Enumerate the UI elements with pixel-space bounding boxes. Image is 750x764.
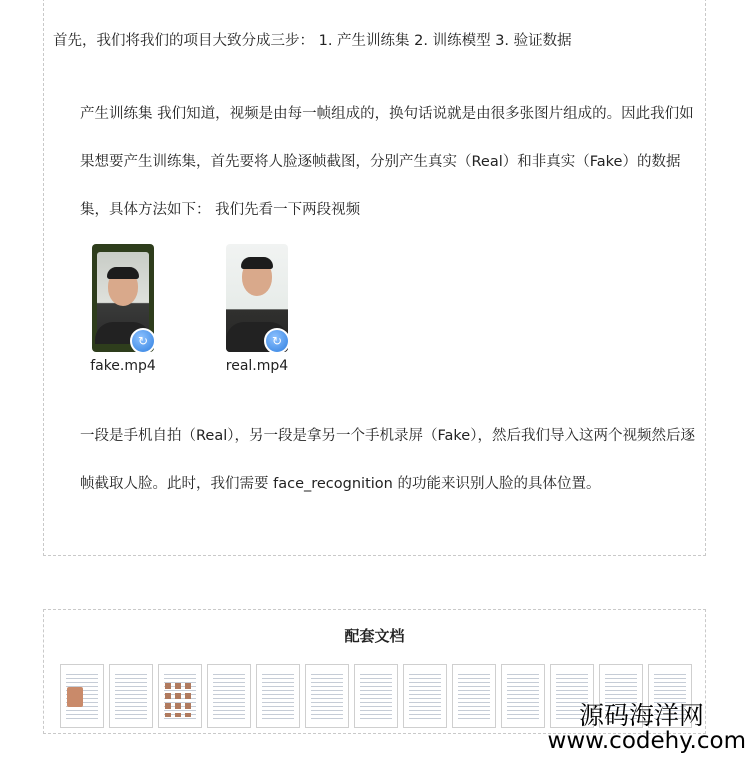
doc-page-thumbnail[interactable] [452, 664, 496, 728]
watermark-name: 源码海洋网 [578, 701, 704, 730]
doc-page-thumbnail[interactable] [158, 664, 202, 728]
doc-page-thumbnail[interactable] [60, 664, 104, 728]
doc-page-thumbnail[interactable] [109, 664, 153, 728]
doc-page-thumbnail[interactable] [501, 664, 545, 728]
video-filename: real.mp4 [225, 358, 289, 374]
doc-page-thumbnail[interactable] [305, 664, 349, 728]
intro-steps-text: 首先，我们将我们的项目大致分成三步： 1. 产生训练集 2. 训练模型 3. 验证数据 [53, 33, 572, 49]
play-icon: ↻ [130, 328, 154, 352]
doc-page-thumbnail[interactable] [354, 664, 398, 728]
video-thumbnail [92, 244, 154, 352]
play-icon: ↻ [264, 328, 288, 352]
doc-page-thumbnail[interactable] [403, 664, 447, 728]
docs-title: 配套文档 [344, 627, 405, 645]
training-set-paragraph: 产生训练集 我们知道，视频是由每一帧组成的，换句话说就是由很多张图片组成的。因此我们如果想要产生训练集，首先要将人脸逐帧截图，分别产生真实（Real）和非真实（Fake）的数据集，具体方法如下： 我们先看一下两段视频 [80, 106, 694, 218]
face-recognition-paragraph: 一段是手机自拍（Real），另一段是拿另一个手机录屏（Fake），然后我们导入这两个视频然后逐帧截取人脸。此时，我们需要 face_recognition 的功能来识别人脸的具体位置。 [80, 428, 695, 492]
watermark-url: www.codehy.com [547, 728, 746, 755]
video-file-fake[interactable] [86, 244, 160, 374]
video-filename: fake.mp4 [90, 358, 156, 374]
doc-page-thumbnail[interactable] [256, 664, 300, 728]
video-thumbnail [226, 244, 288, 352]
video-file-real[interactable] [220, 244, 294, 374]
doc-page-thumbnail[interactable] [207, 664, 251, 728]
site-watermark [548, 703, 746, 753]
